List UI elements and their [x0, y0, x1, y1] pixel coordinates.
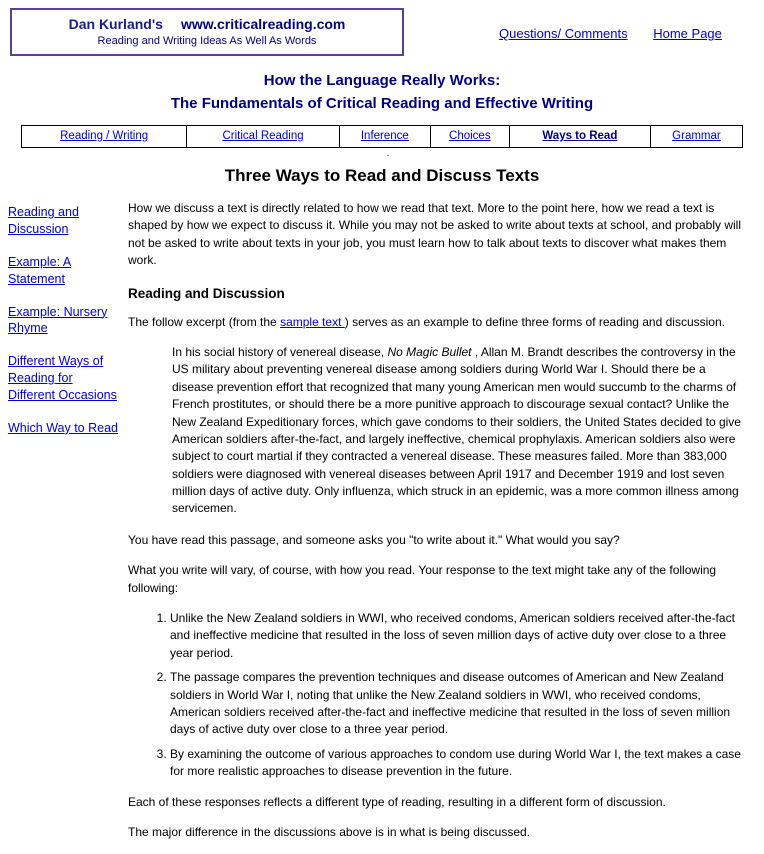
- question-paragraph: You have read this passage, and someone asks you "to write about it." What would you say?: [128, 532, 620, 547]
- nav-link-choices[interactable]: Choices: [449, 130, 491, 142]
- nav-item-inference[interactable]: [339, 126, 430, 148]
- logo-site-url: www.criticalreading.com: [180, 16, 346, 32]
- nav-link-critical-reading[interactable]: Critical Reading: [222, 130, 304, 142]
- page-header: [0, 0, 764, 56]
- site-title-line2: The Fundamentals of Critical Reading and Effective Writing: [170, 94, 594, 112]
- nav-item-ways-to-read[interactable]: [509, 126, 650, 148]
- section-heading-reading-and-discussion: Reading and Discussion: [128, 285, 285, 301]
- site-logo-box: [10, 8, 404, 56]
- list-item: 2. The passage compares the prevention techniques and disease outcomes of American and New Zealand soldiers in World War I, noting that unlike the New Zealand soldiers in WWI, who received condoms, American soldiers received after-the-fact and ineffective medicine that resulted in the loss of seven million days of active duty over close to a three year period.: [170, 669, 746, 739]
- sidebar-item-example-nursery-rhyme[interactable]: Example: Nursery Rhyme: [8, 304, 108, 336]
- top-links: [499, 26, 744, 41]
- sidebar-item-different-ways-of-reading[interactable]: Different Ways of Reading for Different Occasions: [8, 354, 117, 402]
- sample-text-paragraph: [128, 314, 746, 331]
- site-title: [0, 70, 764, 115]
- site-title-line1: How the Language Really Works:: [263, 72, 501, 89]
- nav-item-critical-reading[interactable]: [187, 126, 340, 148]
- sidebar: [0, 200, 120, 453]
- nav-item-choices[interactable]: [430, 126, 509, 148]
- home-page-link[interactable]: Home Page: [653, 26, 722, 41]
- nav-item-reading-writing[interactable]: [22, 126, 187, 148]
- excerpt-part1: In his social history of venereal disease,: [172, 344, 388, 359]
- sidebar-item-which-way-to-read[interactable]: Which Way to Read: [8, 420, 118, 435]
- nav-link-inference[interactable]: Inference: [360, 130, 409, 142]
- excerpt-book-title: No Magic Bullet: [387, 344, 472, 359]
- vary-paragraph: What you write will vary, of course, with how you read. Your response to the text might take any of the following following:: [128, 563, 717, 595]
- sample-text-tail: ) serves as an example to define three forms of reading and discussion.: [344, 314, 725, 329]
- logo-tagline: Reading and Writing Ideas As Well As Words: [97, 35, 317, 47]
- list-item: 3. By examining the outcome of various approaches to condom use during World War I, the text makes a case for more realistic approaches to disease prevention in the future.: [170, 746, 746, 781]
- content-wrapper: [0, 200, 764, 854]
- closing-paragraph-2: The major difference in the discussions above is in what is being discussed.: [128, 824, 530, 839]
- excerpt-block: [172, 344, 746, 518]
- closing-paragraph-1: Each of these responses reflects a different type of reading, resulting in a different form of discussion.: [128, 794, 666, 809]
- spacer-dot: .: [386, 148, 390, 159]
- intro-paragraph: How we discuss a text is directly related to how we read that text. More to the point here, how we read a text is shaped by how we expect to discuss it. While you may not be asked to write about texts at school, and probably will not be asked to write about texts in your job, you must learn how to talk about texts to discover what makes them work.: [128, 201, 741, 268]
- responses-list: [128, 610, 746, 781]
- nav-item-grammar[interactable]: [650, 126, 742, 148]
- list-item: 1. Unlike the New Zealand soldiers in WWI, who received condoms, American soldiers received after-the-fact and ineffective medicine that resulted in the loss of seven million days of active duty over close to a three year period.: [170, 610, 746, 662]
- sample-text-link[interactable]: sample text: [280, 314, 345, 329]
- questions-comments-link[interactable]: Questions/ Comments: [499, 26, 628, 41]
- nav-link-reading-writing[interactable]: Reading / Writing: [60, 130, 149, 142]
- sidebar-item-reading-and-discussion[interactable]: Reading and Discussion: [8, 205, 79, 236]
- page-title: Three Ways to Read and Discuss Texts: [224, 166, 540, 185]
- logo-title-line: [12, 16, 402, 32]
- excerpt-part2: , Allan M. Brandt describes the controversy in the US military about preventing venereal disease among soldiers during World War I. Should there be a disease prevention effort that recognized that many young American men would succumb to the charms of French prostitutes, or should there be a more punitive approach to discourage sexual contact? Unlike the New Zealand Expeditionary forces, which gave condoms to their soldiers, the United States decided to give American soldiers after-the-fact, and largely ineffective, chemical prophylaxis. American soldiers also were subject to court martial if they contracted a venereal disease. These measures failed. More than 383,000 soldiers were diagnosed with venereal diseases between April 1917 and December 1919 and lost seven million days of active duty. Only influenza, which struck in an epidemic, was a more common illness among servicemen.: [172, 344, 741, 516]
- main-content: [120, 200, 764, 854]
- sidebar-item-example-a-statement[interactable]: Example: A Statement: [8, 254, 72, 286]
- main-navigation: [21, 125, 743, 148]
- nav-link-grammar[interactable]: Grammar: [672, 130, 721, 142]
- nav-link-ways-to-read[interactable]: Ways to Read: [542, 130, 618, 142]
- logo-author: Dan Kurland's: [68, 16, 163, 32]
- sample-text-lead: The follow excerpt (from the: [128, 314, 281, 329]
